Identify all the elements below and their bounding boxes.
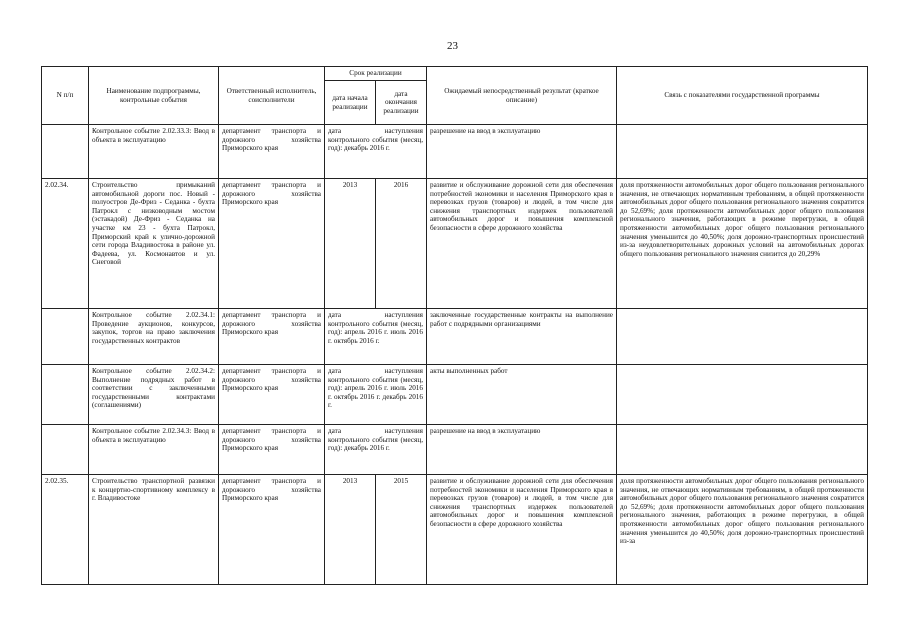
row-num <box>42 365 89 425</box>
row-start: 2013 <box>325 179 376 309</box>
row-executor: департамент транспорта и дорожного хозяйства Приморского края <box>219 125 325 179</box>
row-result: разрешение на ввод в эксплуатацию <box>427 125 617 179</box>
row-num <box>42 125 89 179</box>
row-result: акты выполненных работ <box>427 365 617 425</box>
row-result: развитие и обслуживание дорожной сети для обеспечения потребностей экономики и населения Приморского края в перевозках грузов (товаров) и людей, в том числе для снижения транспортных издержек пользователей автомобильных дорог и повышения комплексной безопасности в сфере дорожного хозяйства <box>427 475 617 585</box>
row-name: Контрольное событие 2.02.34.3: Ввод в объекта в эксплуатацию <box>89 425 219 475</box>
row-executor: департамент транспорта и дорожного хозяйства Приморского края <box>219 365 325 425</box>
row-num <box>42 425 89 475</box>
row-link <box>617 125 868 179</box>
header-end: дата окончания реализации <box>376 81 427 125</box>
header-start: дата начала реализации <box>325 81 376 125</box>
row-executor: департамент транспорта и дорожного хозяйства Приморского края <box>219 309 325 365</box>
row-executor: департамент транспорта и дорожного хозяйства Приморского края <box>219 475 325 585</box>
row-link <box>617 365 868 425</box>
table-row <box>42 309 868 365</box>
row-start: 2013 <box>325 475 376 585</box>
header-name: Наименование подпрограммы, контрольные события <box>89 67 219 125</box>
table-row <box>42 475 868 585</box>
row-start: дата наступления контрольного события (месяц, год): апрель 2016 г. июль 2016 г. октябрь 2016 г. <box>325 309 427 365</box>
row-link: доля протяженности автомобильных дорог общего пользования регионального значения, не отвечающих нормативным требованиям, в общей протяженности автомобильных дорог общего пользования регионального значения сократится до 52,69%; доля протяженности автомобильных дорог общего пользования регионального значения, работающих в режиме перегрузки, в общей протяженности автомобильных дорог общего пользования регионального значения уменьшится до 40,50%; доля дорожно-транспортных происшествий из-за неудовлетворительных дорожных условий на автомобильных дорогах общего пользования регионального значения снизится до 20,29% <box>617 179 868 309</box>
row-num: 2.02.35. <box>42 475 89 585</box>
row-end: 2016 <box>376 179 427 309</box>
row-name: Строительство транспортной развязки к концертно-спортивному комплексу в г. Владивостоке <box>89 475 219 585</box>
row-link: доля протяженности автомобильных дорог общего пользования регионального значения, не отвечающих нормативным требованиям, в общей протяженности автомобильных дорог общего пользования регионального значения сократится до 52,69%; доля протяженности автомобильных дорог общего пользования регионального значения, работающих в режиме перегрузки, в общей протяженности автомобильных дорог общего пользования регионального значения уменьшится до 40,50%; доля дорожно-транспортных происшествий из-за <box>617 475 868 585</box>
row-name: Строительство примыканий автомобильной дороги пос. Новый - полуостров Де-Фриз - Седанка - бухта Патрокл с низководным мостом (эстакадой) Де-Фриз - Седанка на участке км 23 - бухта Патрокл, Приморский край к улично-дорожной сети города Владивостока в районе ул. Фадеева, ул. Космонавтов и ул. Снеговой <box>89 179 219 309</box>
header-result: Ожидаемый непосредственный результат (краткое описание) <box>427 67 617 125</box>
row-result: разрешение на ввод в эксплуатацию <box>427 425 617 475</box>
row-name: Контрольное событие 2.02.33.3: Ввод в объекта в эксплуатацию <box>89 125 219 179</box>
row-executor: департамент транспорта и дорожного хозяйства Приморского края <box>219 179 325 309</box>
row-result: заключенные государственные контракты на выполнение работ с подрядными организациями <box>427 309 617 365</box>
header-link: Связь с показателями государственной программы <box>617 67 868 125</box>
row-name: Контрольное событие 2.02.34.1: Проведение аукционов, конкурсов, закупок, торгов на право заключения государственных контрактов <box>89 309 219 365</box>
table-row <box>42 365 868 425</box>
row-name: Контрольное событие 2.02.34.2: Выполнение подрядных работ в соответствии с заключенными государственными контрактами (соглашениями) <box>89 365 219 425</box>
header-executor: Ответственный исполнитель, соисполнители <box>219 67 325 125</box>
row-end: 2015 <box>376 475 427 585</box>
row-result: развитие и обслуживание дорожной сети для обеспечения потребностей экономики и населения Приморского края в перевозках грузов (товаров) и людей, в том числе для снижения транспортных издержек пользователей автомобильных дорог и повышения комплексной безопасности в сфере дорожного хозяйства <box>427 179 617 309</box>
table-row <box>42 425 868 475</box>
table-row <box>42 125 868 179</box>
program-table <box>41 66 868 585</box>
row-num: 2.02.34. <box>42 179 89 309</box>
header-num: N п/п <box>42 67 89 125</box>
row-start: дата наступления контрольного события (месяц, год): декабрь 2016 г. <box>325 125 427 179</box>
row-executor: департамент транспорта и дорожного хозяйства Приморского края <box>219 425 325 475</box>
row-link <box>617 309 868 365</box>
row-start: дата наступления контрольного события (месяц, год): декабрь 2016 г. <box>325 425 427 475</box>
header-period: Срок реализации <box>325 67 427 81</box>
row-start: дата наступления контрольного события (месяц, год): апрель 2016 г. июль 2016 г. октябрь 2016 г. декабрь 2016 г. <box>325 365 427 425</box>
table-row <box>42 179 868 309</box>
page-number: 23 <box>447 40 458 52</box>
row-link <box>617 425 868 475</box>
row-num <box>42 309 89 365</box>
